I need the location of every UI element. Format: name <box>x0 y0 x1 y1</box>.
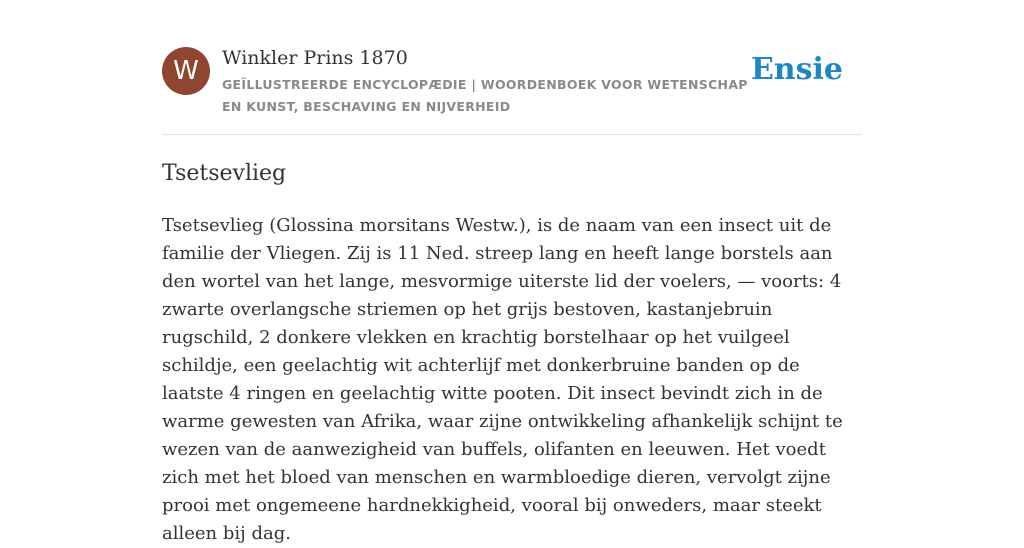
entry-title: Tsetsevlieg <box>162 161 287 186</box>
source-avatar[interactable]: W <box>162 47 210 95</box>
header-divider <box>162 134 862 135</box>
ensie-logo-link[interactable]: Ensie <box>750 52 843 87</box>
source-title[interactable]: Winkler Prins 1870 <box>222 47 408 69</box>
entry-body: Tsetsevlieg (Glossina morsitans Westw.), is de naam van een insect uit de familie der Vliegen. Zij is 11 Ned. streep lang en heeft lange borstels aan den wortel van het lange, mesvormige uiterste lid der voelers, — voorts: 4 zwarte overlangsche striemen op het grijs bestoven, kastanjebruin rugschild, 2 donkere vlekken en krachtig borstelhaar op het vuilgeel schildje, een geelachtig wit achterlijf met donkerbruine banden op de laatste 4 ringen en geelachtig witte pooten. Dit insect bevindt zich in de warme gewesten van Afrika, waar zijne ontwikkeling afhankelijk schijnt te wezen van de aanwezigheid van buffels, olifanten en leeuwen. Het voedt zich met het bloed van menschen en warmbloedige dieren, vervolgt zijne prooi met ongemeene hardnekkigheid, vooral bij onweders, maar steekt alleen bij dag. <box>162 215 843 544</box>
source-subtitle: GEÏLLUSTREERDE ENCYCLOPÆDIE | WOORDENBOEK VOOR WETENSCHAP EN KUNST, BESCHAVING EN NIJVERHEID <box>222 77 748 114</box>
